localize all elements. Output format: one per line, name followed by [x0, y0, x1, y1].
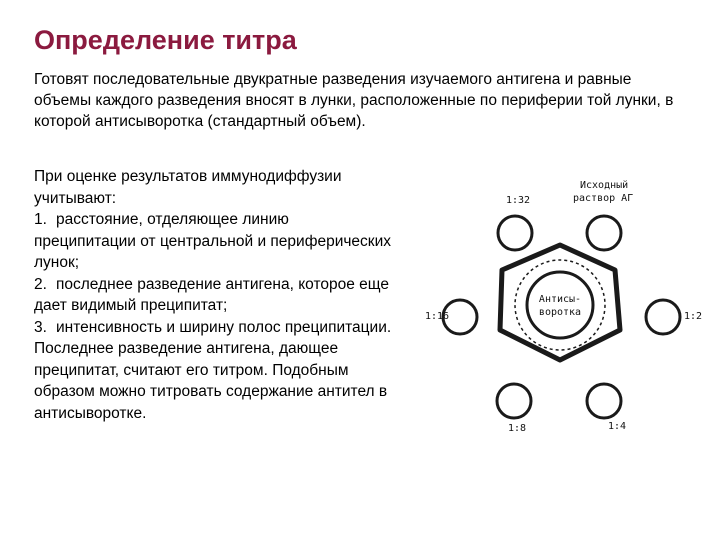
criteria-text: последнее разведение антигена, которое еще дает видимый преципитат;	[34, 275, 389, 314]
conclusion-paragraph: Последнее разведение антигена, дающее преципитат, считают его титром. Подобным образом можно титровать содержание антител в антисыворотке.	[34, 340, 388, 422]
criteria-number: 1.	[34, 211, 47, 228]
criteria-number: 2.	[34, 275, 47, 293]
criteria-item	[34, 209, 394, 274]
well-label-1-16: 1:16	[425, 311, 450, 322]
center-label-line1: Антисы-	[538, 294, 582, 305]
source-label-line2: раствор АГ	[573, 193, 634, 204]
source-label-line1: Исходный	[580, 180, 629, 191]
assessment-section	[34, 166, 394, 424]
well-1-4-icon	[587, 384, 621, 418]
assessment-lead: При оценке результатов иммунодиффузии учитывают:	[34, 168, 342, 207]
criteria-number: 3.	[34, 318, 47, 336]
well-1-2-icon	[646, 300, 680, 334]
criteria-item	[34, 317, 394, 339]
well-label-1-4: 1:4	[608, 421, 627, 432]
well-label-1-8: 1:8	[508, 423, 527, 434]
center-label-line2: воротка	[538, 307, 582, 318]
well-label-1-32: 1:32	[506, 195, 531, 206]
criteria-text: расстояние, отделяющее линию преципитации от центральной и периферических лунок;	[34, 211, 391, 271]
criteria-text: интенсивность и ширину полос преципитации.	[56, 318, 392, 336]
well-source-icon	[587, 216, 621, 250]
page-title: Определение титра	[34, 25, 297, 55]
central-well-icon	[527, 272, 593, 338]
well-1-32-icon	[498, 216, 532, 250]
criteria-item	[34, 274, 394, 317]
immunodiffusion-diagram	[410, 165, 710, 440]
intro-paragraph: Готовят последовательные двукратные разведения изучаемого антигена и равные объемы каждого разведения вносят в лунки, расположенные по периферии той лунки, в которой антисыворотка (стандартный объем).	[34, 71, 674, 130]
well-1-8-icon	[497, 384, 531, 418]
criteria-list	[34, 209, 394, 338]
well-label-1-2: 1:2	[684, 311, 703, 322]
